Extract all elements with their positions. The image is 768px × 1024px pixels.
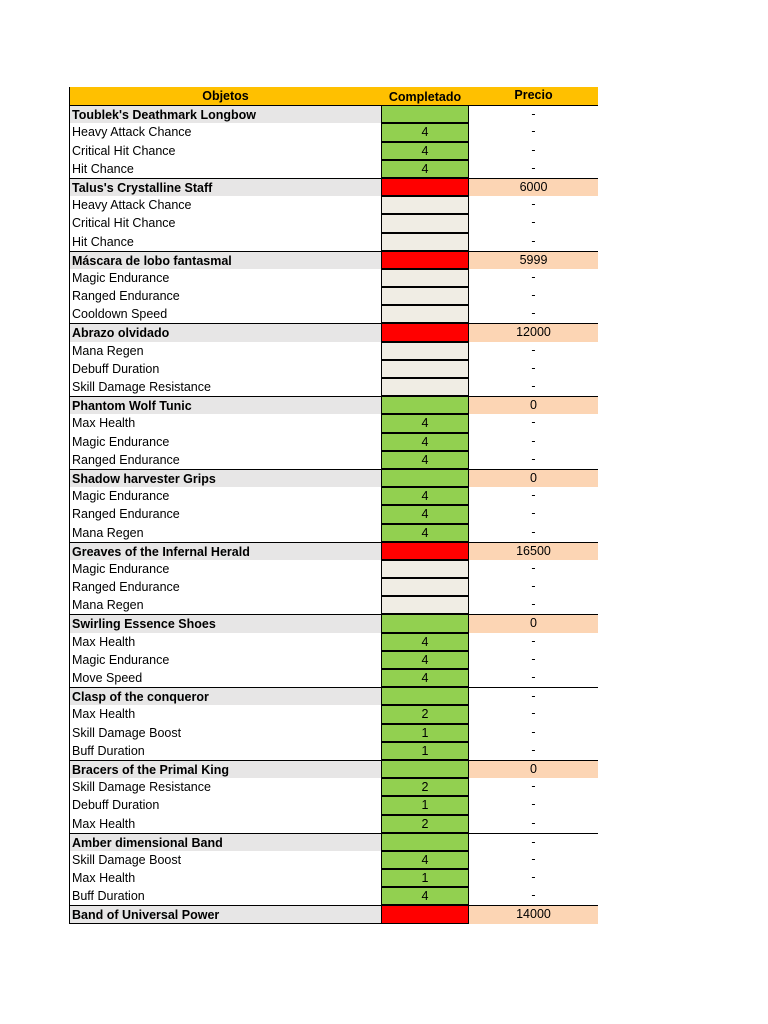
stat-row bbox=[69, 524, 598, 542]
precio-cell[interactable]: - bbox=[531, 670, 536, 684]
stat-row bbox=[69, 433, 598, 451]
stat-row bbox=[69, 705, 598, 723]
stat-name-cell[interactable]: Max Health bbox=[69, 815, 381, 833]
item-row bbox=[69, 760, 598, 778]
precio-cell[interactable]: 12000 bbox=[469, 323, 598, 341]
stat-name-cell[interactable]: Skill Damage Resistance bbox=[69, 778, 381, 796]
completado-cell[interactable] bbox=[381, 342, 469, 360]
item-row bbox=[69, 105, 598, 123]
completado-cell[interactable] bbox=[381, 233, 469, 251]
stat-name-cell[interactable]: Mana Regen bbox=[69, 342, 381, 360]
stat-name-cell[interactable]: Magic Endurance bbox=[69, 487, 381, 505]
completado-cell[interactable]: 4 bbox=[381, 414, 469, 432]
stat-name-cell[interactable]: Max Health bbox=[69, 414, 381, 432]
precio-cell[interactable]: - bbox=[531, 379, 536, 393]
stat-name-cell[interactable]: Max Health bbox=[69, 633, 381, 651]
stat-row bbox=[69, 160, 598, 178]
stat-row bbox=[69, 724, 598, 742]
stat-name-cell[interactable]: Debuff Duration bbox=[69, 360, 381, 378]
completado-cell[interactable]: 4 bbox=[381, 487, 469, 505]
stat-name-cell[interactable]: Max Health bbox=[69, 705, 381, 723]
item-row bbox=[69, 687, 598, 705]
precio-cell[interactable]: - bbox=[469, 105, 598, 123]
completado-cell[interactable] bbox=[381, 251, 469, 269]
stat-name-cell[interactable]: Skill Damage Boost bbox=[69, 724, 381, 742]
precio-cell[interactable]: - bbox=[531, 451, 536, 466]
completado-cell[interactable] bbox=[381, 396, 469, 414]
completado-cell[interactable]: 2 bbox=[381, 705, 469, 723]
precio-cell[interactable]: - bbox=[531, 288, 536, 303]
precio-cell[interactable]: 0 bbox=[469, 614, 598, 632]
stat-name-cell[interactable]: Hit Chance bbox=[69, 160, 381, 178]
precio-cell[interactable]: 0 bbox=[469, 469, 598, 487]
completado-cell[interactable] bbox=[381, 596, 469, 614]
stat-row bbox=[69, 651, 598, 669]
stat-name-cell[interactable]: Buff Duration bbox=[69, 742, 381, 760]
completado-cell[interactable] bbox=[381, 614, 469, 632]
stat-row bbox=[69, 487, 598, 505]
item-name-cell[interactable]: Swirling Essence Shoes bbox=[69, 614, 381, 632]
completado-cell[interactable]: 4 bbox=[381, 123, 469, 141]
stat-row bbox=[69, 851, 598, 869]
item-row bbox=[69, 323, 598, 341]
precio-cell[interactable]: 5999 bbox=[469, 251, 598, 269]
stat-row bbox=[69, 796, 598, 814]
completado-cell[interactable] bbox=[381, 378, 469, 396]
stat-row bbox=[69, 305, 598, 323]
precio-cell[interactable]: - bbox=[531, 506, 536, 521]
stat-name-cell[interactable]: Move Speed bbox=[69, 669, 381, 687]
stat-row bbox=[69, 233, 598, 251]
precio-cell[interactable]: 0 bbox=[469, 396, 598, 414]
stat-name-cell[interactable]: Ranged Endurance bbox=[69, 505, 381, 523]
completado-cell[interactable]: 4 bbox=[381, 433, 469, 451]
completado-cell[interactable] bbox=[381, 323, 469, 341]
stat-row bbox=[69, 669, 598, 687]
stat-name-cell[interactable]: Ranged Endurance bbox=[69, 451, 381, 469]
spreadsheet-table bbox=[69, 87, 598, 924]
completado-cell[interactable]: 4 bbox=[381, 524, 469, 542]
precio-cell[interactable]: - bbox=[531, 724, 536, 739]
precio-cell[interactable]: - bbox=[531, 360, 536, 375]
item-name-cell[interactable]: Bracers of the Primal King bbox=[69, 760, 381, 778]
item-row bbox=[69, 178, 598, 196]
completado-cell[interactable] bbox=[381, 560, 469, 578]
completado-cell[interactable] bbox=[381, 105, 469, 123]
precio-cell[interactable]: - bbox=[531, 651, 536, 666]
stat-row bbox=[69, 196, 598, 214]
item-row bbox=[69, 833, 598, 851]
stat-name-cell[interactable]: Heavy Attack Chance bbox=[69, 123, 381, 141]
precio-cell[interactable]: - bbox=[531, 815, 536, 830]
completado-cell[interactable]: 4 bbox=[381, 142, 469, 160]
stat-row bbox=[69, 451, 598, 469]
precio-cell[interactable]: - bbox=[531, 233, 536, 248]
stat-row bbox=[69, 360, 598, 378]
precio-cell[interactable]: - bbox=[531, 124, 536, 139]
stat-name-cell[interactable]: Magic Endurance bbox=[69, 651, 381, 669]
completado-cell[interactable]: 4 bbox=[381, 851, 469, 869]
item-name-cell[interactable]: Toublek's Deathmark Longbow bbox=[69, 105, 381, 123]
completado-cell[interactable] bbox=[381, 833, 469, 851]
stat-name-cell[interactable]: Skill Damage Resistance bbox=[69, 378, 381, 396]
completado-cell[interactable] bbox=[381, 287, 469, 305]
stat-row bbox=[69, 887, 598, 905]
stat-name-cell[interactable]: Hit Chance bbox=[69, 233, 381, 251]
item-row bbox=[69, 469, 598, 487]
stat-name-cell[interactable]: Ranged Endurance bbox=[69, 578, 381, 596]
header-row bbox=[69, 87, 598, 105]
stat-row bbox=[69, 142, 598, 160]
completado-cell[interactable]: 1 bbox=[381, 724, 469, 742]
completado-cell[interactable]: 1 bbox=[381, 796, 469, 814]
stat-row bbox=[69, 214, 598, 232]
stat-name-cell[interactable]: Magic Endurance bbox=[69, 269, 381, 287]
stat-row bbox=[69, 778, 598, 796]
item-row bbox=[69, 542, 598, 560]
stat-name-cell[interactable]: Mana Regen bbox=[69, 524, 381, 542]
precio-cell[interactable]: - bbox=[531, 706, 536, 721]
completado-cell[interactable] bbox=[381, 178, 469, 196]
precio-cell[interactable]: - bbox=[531, 851, 536, 866]
completado-cell[interactable] bbox=[381, 360, 469, 378]
item-row bbox=[69, 396, 598, 414]
item-row bbox=[69, 905, 598, 923]
stat-row bbox=[69, 342, 598, 360]
header-precio[interactable]: Precio bbox=[514, 88, 553, 102]
precio-cell[interactable]: 14000 bbox=[469, 905, 598, 923]
item-name-cell[interactable]: Shadow harvester Grips bbox=[69, 469, 381, 487]
completado-cell[interactable] bbox=[381, 687, 469, 705]
precio-cell[interactable]: - bbox=[531, 142, 536, 157]
item-name-cell[interactable]: Phantom Wolf Tunic bbox=[69, 396, 381, 414]
precio-cell[interactable]: - bbox=[531, 306, 536, 321]
precio-cell[interactable]: - bbox=[531, 888, 536, 903]
precio-cell[interactable]: - bbox=[531, 797, 536, 812]
completado-cell[interactable]: 4 bbox=[381, 160, 469, 178]
precio-cell[interactable]: - bbox=[531, 633, 536, 648]
stat-name-cell[interactable]: Critical Hit Chance bbox=[69, 142, 381, 160]
precio-cell[interactable]: - bbox=[531, 870, 536, 885]
table-body bbox=[69, 105, 598, 923]
precio-cell[interactable]: - bbox=[531, 524, 536, 539]
precio-cell[interactable]: - bbox=[531, 560, 536, 575]
stat-row bbox=[69, 269, 598, 287]
item-name-cell[interactable]: Band of Universal Power bbox=[69, 905, 381, 923]
item-name-cell[interactable]: Abrazo olvidado bbox=[69, 323, 381, 341]
stat-row bbox=[69, 578, 598, 596]
completado-cell[interactable]: 4 bbox=[381, 505, 469, 523]
precio-cell[interactable]: - bbox=[531, 197, 536, 212]
stat-name-cell[interactable]: Critical Hit Chance bbox=[69, 214, 381, 232]
stat-name-cell[interactable]: Magic Endurance bbox=[69, 560, 381, 578]
stat-name-cell[interactable]: Heavy Attack Chance bbox=[69, 196, 381, 214]
precio-cell[interactable]: - bbox=[531, 433, 536, 448]
precio-cell[interactable]: - bbox=[531, 579, 536, 594]
completado-cell[interactable] bbox=[381, 269, 469, 287]
stat-row bbox=[69, 378, 598, 396]
item-name-cell[interactable]: Amber dimensional Band bbox=[69, 833, 381, 851]
completado-cell[interactable] bbox=[381, 578, 469, 596]
stat-name-cell[interactable]: Ranged Endurance bbox=[69, 287, 381, 305]
completado-cell[interactable]: 4 bbox=[381, 451, 469, 469]
precio-cell[interactable]: 0 bbox=[469, 760, 598, 778]
completado-cell[interactable] bbox=[381, 305, 469, 323]
precio-cell[interactable]: - bbox=[531, 215, 536, 230]
precio-cell[interactable]: - bbox=[531, 742, 536, 757]
completado-cell[interactable]: 4 bbox=[381, 651, 469, 669]
header-objetos[interactable]: Objetos bbox=[69, 87, 381, 105]
stat-row bbox=[69, 869, 598, 887]
completado-cell[interactable] bbox=[381, 760, 469, 778]
completado-cell[interactable]: 2 bbox=[381, 778, 469, 796]
precio-cell[interactable]: 16500 bbox=[469, 542, 598, 560]
stat-name-cell[interactable]: Max Health bbox=[69, 869, 381, 887]
item-name-cell[interactable]: Máscara de lobo fantasmal bbox=[69, 251, 381, 269]
precio-cell[interactable]: - bbox=[531, 779, 536, 794]
stat-name-cell[interactable]: Buff Duration bbox=[69, 887, 381, 905]
precio-cell[interactable]: - bbox=[531, 342, 536, 357]
completado-cell[interactable] bbox=[381, 542, 469, 560]
item-row bbox=[69, 614, 598, 632]
precio-cell[interactable]: - bbox=[531, 488, 536, 503]
completado-cell[interactable]: 1 bbox=[381, 742, 469, 760]
precio-cell[interactable]: - bbox=[531, 415, 536, 430]
stat-row bbox=[69, 123, 598, 141]
stat-row bbox=[69, 742, 598, 760]
stat-row bbox=[69, 560, 598, 578]
completado-cell[interactable]: 4 bbox=[381, 669, 469, 687]
completado-cell[interactable]: 4 bbox=[381, 887, 469, 905]
item-row bbox=[69, 251, 598, 269]
stat-row bbox=[69, 287, 598, 305]
precio-cell[interactable]: - bbox=[531, 597, 536, 612]
header-completado[interactable]: Completado bbox=[388, 90, 462, 104]
completado-cell[interactable] bbox=[381, 196, 469, 214]
stat-row bbox=[69, 633, 598, 651]
stat-name-cell[interactable]: Skill Damage Boost bbox=[69, 851, 381, 869]
precio-cell[interactable]: 6000 bbox=[469, 178, 598, 196]
completado-cell[interactable]: 2 bbox=[381, 815, 469, 833]
precio-cell[interactable]: - bbox=[531, 269, 536, 284]
item-name-cell[interactable]: Greaves of the Infernal Herald bbox=[69, 542, 381, 560]
stat-row bbox=[69, 815, 598, 833]
item-name-cell[interactable]: Talus's Crystalline Staff bbox=[69, 178, 381, 196]
completado-cell[interactable] bbox=[381, 905, 469, 923]
completado-cell[interactable] bbox=[381, 469, 469, 487]
completado-cell[interactable] bbox=[381, 214, 469, 232]
completado-cell[interactable]: 4 bbox=[381, 633, 469, 651]
stat-row bbox=[69, 505, 598, 523]
completado-cell[interactable]: 1 bbox=[381, 869, 469, 887]
item-name-cell[interactable]: Clasp of the conqueror bbox=[69, 687, 381, 705]
stat-name-cell[interactable]: Cooldown Speed bbox=[69, 305, 381, 323]
precio-cell[interactable]: - bbox=[469, 833, 598, 851]
precio-cell[interactable]: - bbox=[469, 687, 598, 705]
stat-name-cell[interactable]: Magic Endurance bbox=[69, 433, 381, 451]
stat-row bbox=[69, 596, 598, 614]
stat-name-cell[interactable]: Mana Regen bbox=[69, 596, 381, 614]
stat-name-cell[interactable]: Debuff Duration bbox=[69, 796, 381, 814]
stat-row bbox=[69, 414, 598, 432]
precio-cell[interactable]: - bbox=[531, 160, 536, 175]
